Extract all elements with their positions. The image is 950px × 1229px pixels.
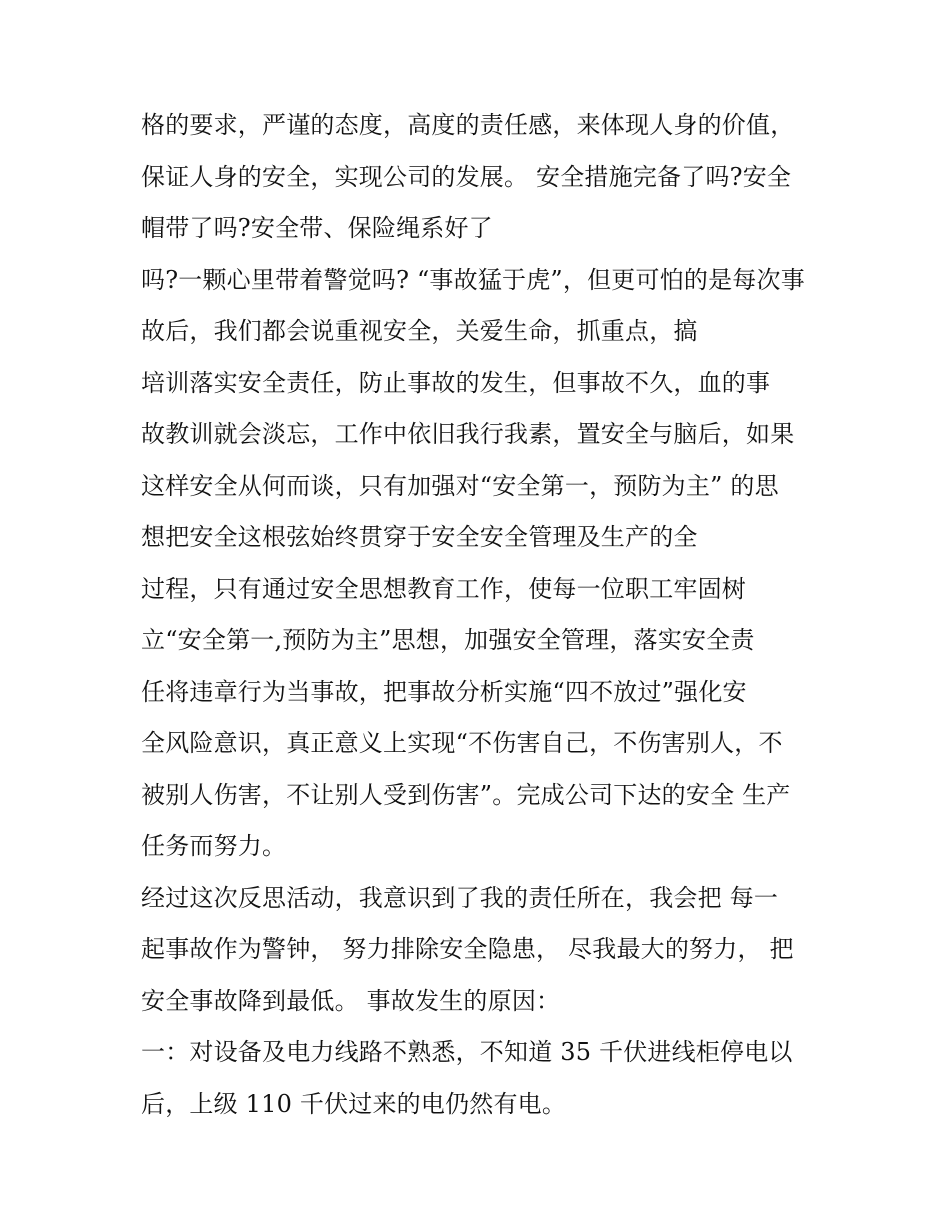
text-line: 任务而努力。: [141, 832, 287, 860]
text-line: 全风险意识，真正意义上实现“不伤害自己，不伤害别人，不: [141, 729, 783, 757]
text-line: 起事故作为警钟， 努力排除安全隐患， 尽我最大的努力， 把: [141, 935, 794, 963]
text-line: 格的要求，严谨的态度，高度的责任感，来体现人身的价值，: [141, 111, 795, 139]
text-line: 培训落实安全责任，防止事故的发生，但事故不久，血的事: [141, 368, 771, 397]
text-line: 过程，只有通过安全思想教育工作，使每一位职工牢固树: [141, 574, 746, 603]
text-line: 帽带了吗?安全带、保险绳系好了: [141, 214, 493, 242]
text-line: 保证人身的安全，实现公司的发展。 安全措施完备了吗?安全: [141, 162, 792, 191]
text-line: 一：对设备及电力线路不熟悉，不知道 35 千伏进线柜停电以: [141, 1038, 793, 1066]
text-line: 立“安全第一,预防为主”思想，加强安全管理，落实安全责: [141, 626, 755, 654]
text-line: 吗?一颗心里带着警觉吗? “事故猛于虎”，但更可怕的是每次事: [141, 265, 805, 294]
text-line: 这样安全从何而谈，只有加强对“安全第一，预防为主” 的思: [141, 471, 779, 500]
text-line: 故后，我们都会说重视安全，关爱生命，抓重点，搞: [141, 317, 698, 345]
text-line: 经过这次反思活动，我意识到了我的责任所在，我会把 每一: [141, 883, 779, 912]
text-line: 后，上级 110 千伏过来的电仍然有电。: [141, 1089, 567, 1118]
text-line: 被别人伤害，不让别人受到伤害”。完成公司下达的安全 生产: [141, 780, 791, 809]
document-body: [141, 100, 821, 1130]
text-line: 故教训就会淡忘，工作中依旧我行我素，置安全与脑后，如果: [141, 420, 795, 448]
text-line: 任将违章行为当事故，把事故分析实施“四不放过”强化安: [141, 677, 747, 706]
text-line: 想把安全这根弦始终贯穿于安全安全管理及生产的全: [141, 523, 698, 551]
text-line: 安全事故降到最低。 事故发生的原因：: [141, 986, 561, 1015]
